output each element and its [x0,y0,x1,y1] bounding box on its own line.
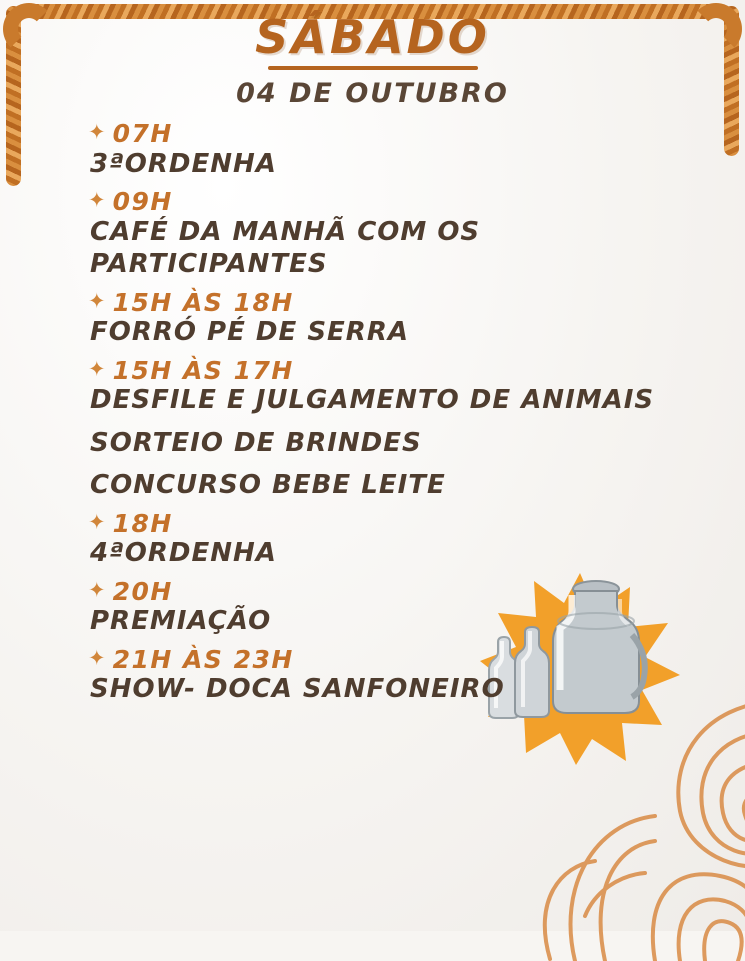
page-subtitle: 04 DE OUTUBRO [236,78,509,109]
schedule-block [88,289,715,349]
title-underline [268,66,478,70]
schedule-time: 20H [112,576,173,606]
schedule-time: 15H ÀS 18H [112,287,294,317]
schedule-event: 3ªORDENHA [90,148,277,179]
poster-header [0,10,745,109]
schedule-time-row [88,578,715,606]
schedule-event: FORRÓ PÉ DE SERRA [90,317,409,347]
schedule-event: DESFILE E JULGAMENTO DE ANIMAIS [90,385,655,415]
schedule-block [88,646,715,706]
schedule-block [88,357,715,502]
schedule-time: 07H [112,119,173,148]
schedule-event: CONCURSO BEBE LEITE [90,470,446,500]
schedule-event: SHOW- DOCA SANFONEIRO [90,674,505,704]
schedule-event: CAFÉ DA MANHÃ COM OS PARTICIPANTES [90,216,481,279]
star-icon: ✦ [88,120,106,145]
schedule-block [88,510,715,570]
star-icon: ✦ [88,577,106,602]
schedule-list [88,120,715,714]
star-icon: ✦ [88,509,106,534]
star-icon: ✦ [88,645,106,670]
page-title: SÁBADO [255,10,490,64]
schedule-time-row [88,289,715,317]
schedule-block [88,188,715,281]
schedule-event: 4ªORDENHA [90,538,277,568]
schedule-time-row [88,510,715,538]
schedule-time-row [88,120,715,148]
schedule-time-row [88,646,715,674]
schedule-block [88,578,715,638]
star-icon: ✦ [88,188,106,213]
schedule-time-row [88,188,715,216]
schedule-time-row [88,357,715,385]
schedule-time: 18H [112,508,173,538]
schedule-event: PREMIAÇÃO [90,606,272,636]
star-icon: ✦ [88,356,106,381]
schedule-time: 21H ÀS 23H [112,644,294,674]
star-icon: ✦ [88,288,106,313]
schedule-time: 15H ÀS 17H [112,355,294,385]
schedule-event: SORTEIO DE BRINDES [90,427,422,458]
schedule-time: 09H [112,187,173,216]
schedule-block [88,120,715,180]
